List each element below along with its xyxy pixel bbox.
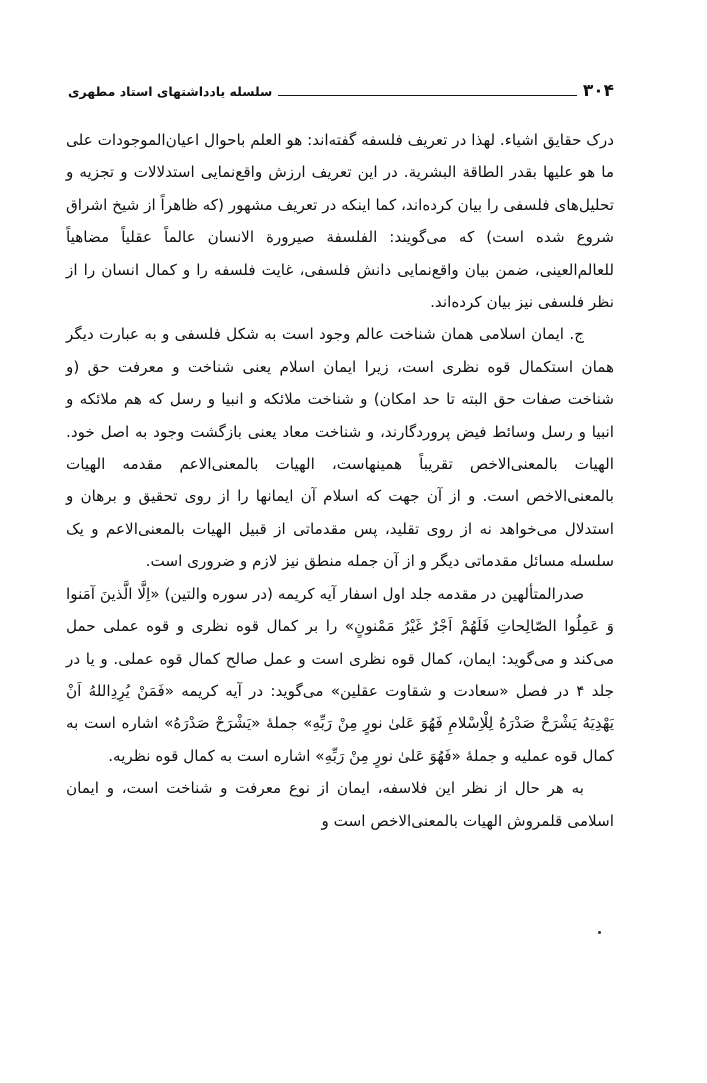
paragraph-4: به هر حال از نظر این فلاسفه، ایمان از نوع معرفت و شناخت است، و ایمان اسلامی قلمروش الهیات بالمعنی‌الاخص است و (66, 779, 614, 830)
running-head (68, 78, 614, 104)
paragraph-2: ج. ایمان اسلامی همان شناخت عالم وجود است به شکل فلسفی و به عبارت دیگر همان استکمال قوه نظری است، زیرا ایمان اسلام یعنی شناخت و معرفت حق (و شناخت صفات حق البته تا حد امکان) و شناخت ملائکه و انبیا و رسل که هم ملائکه و انبیا و رسل وسائط فیض پروردگارند، و شناخت معاد یعنی بازگشت وجود به اصل خود. الهیات بالمعنی‌الاخص تقریباً همینهاست، الهیات بالمعنی‌الاعم مقدمه الهیات بالمعنی‌الاخص است. و از آن جهت که اسلام آن ایمانها را از روی تحقیق و برهان و استدلال می‌خواهد نه از روی تقلید، پس مقدماتی از قبیل الهیات بالمعنی‌الاعم و یک سلسله مسائل مقدماتی دیگر و از آن جمله منطق نیز لازم و ضروری است. (66, 325, 614, 571)
paragraph-1: درک حقایق اشیاء. لهذا در تعریف فلسفه گفته‌اند: هو العلم باحوال اعیان‌الموجودات علی ما هو علیها بقدر الطاقة البشریة. در این تعریف ارزش واقع‌نمایی استدلالات و تجزیه و تحلیل‌های فلسفی را بیان کرده‌اند، کما اینکه در تعریف مشهور (که ظاهراً از شیخ اشراق شروع شده است) که می‌گویند: الفلسفة صیرورة الانسان عالماً عقلیاً مضاهیاً للعالم‌العینی، ضمن بیان واقع‌نمایی دانش فلسفی، غایت فلسفه را و کمال انسان را از نظر فلسفی نیز بیان کرده‌اند. (66, 131, 614, 312)
header-rule (278, 95, 577, 96)
page-number: ۳۰۴ (582, 81, 614, 101)
margin-dot (598, 931, 601, 934)
series-title: سلسله یادداشتهای استاد مطهری (68, 83, 273, 99)
paragraph-3: صدرالمتألهین در مقدمه جلد اول اسفار آیه کریمه (در سوره والتین) «اِلَّا الَّذینَ آمَنوا وَ عَمِلُوا الصّالِحاتِ فَلَهُمْ اَجْرٌ غَیْرُ مَمْنونٍ» را بر کمال قوه نظری و قوه عملی حمل می‌کند و می‌گوید: ایمان، کمال قوه نظری است و عمل صالح کمال قوه عملی. و یا در جلد ۴ در فصل «سعادت و شقاوت عقلین» می‌گوید: در آیه کریمه «فَمَنْ یُرِدِاللهُ اَنْ یَهْدِیَهُ یَشْرَحْ صَدْرَهُ لِلْاِسْلامِ فَهُوَ عَلیٰ نورٍ مِنْ رَبِّهِ» جملهٔ «یَشْرَحْ صَدْرَهُ» اشاره است به کمال قوه عملیه و جملهٔ «فَهُوَ عَلیٰ نورٍ مِنْ رَبِّهِ» اشاره است به کمال قوه نظریه. (66, 584, 614, 765)
body-text (66, 124, 614, 837)
